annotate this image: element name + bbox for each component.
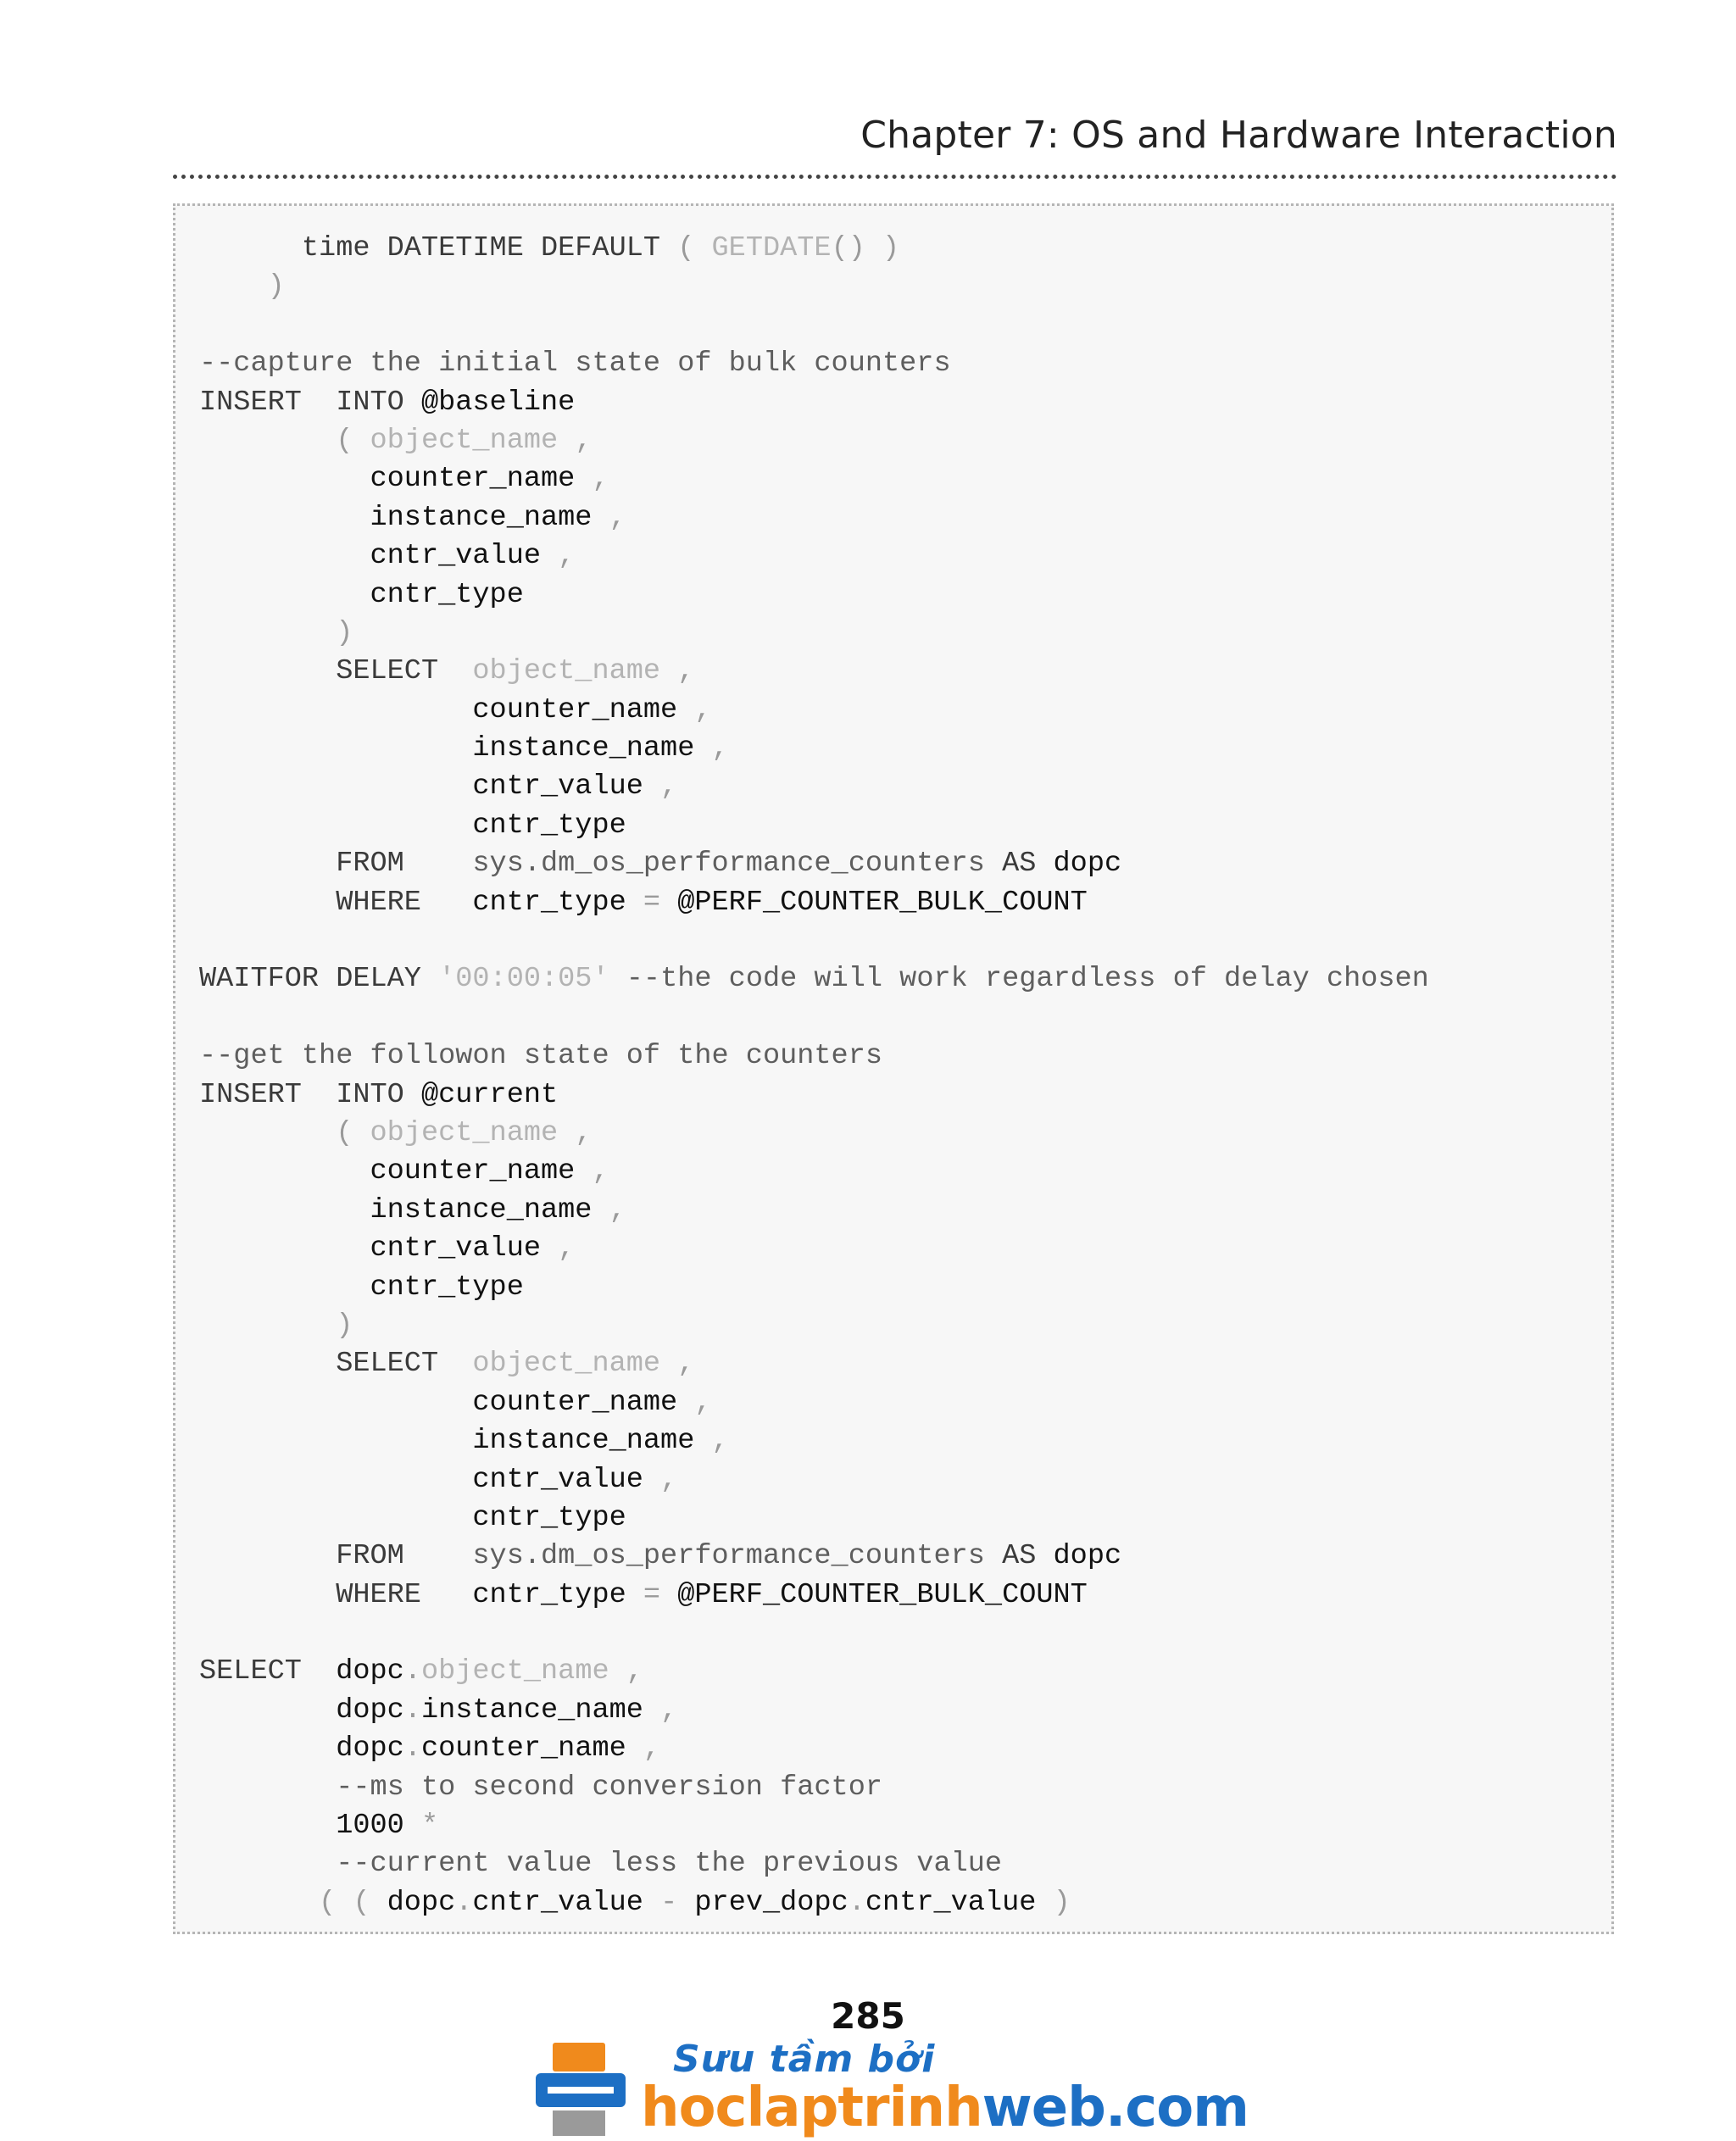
code-token: , bbox=[643, 1693, 678, 1727]
code-token: dopc bbox=[1053, 848, 1122, 881]
code-line bbox=[199, 1192, 1429, 1230]
code-token: WHERE bbox=[199, 1578, 473, 1611]
code-token: dopc bbox=[387, 1886, 456, 1919]
code-token: , bbox=[541, 1232, 576, 1265]
code-token: FROM bbox=[199, 848, 473, 881]
code-token: instance_name bbox=[420, 1693, 643, 1727]
code-token: --get the followon state of the counters bbox=[199, 1040, 883, 1073]
code-token: INSERT INTO bbox=[199, 386, 421, 419]
code-token: . bbox=[403, 1732, 421, 1766]
code-token: . bbox=[455, 1886, 473, 1919]
watermark-logo bbox=[531, 2034, 1249, 2141]
code-token: sys.dm_os_performance_counters bbox=[472, 848, 985, 881]
code-line bbox=[199, 1577, 1429, 1615]
code-token: cntr_type bbox=[472, 1578, 626, 1611]
code-line bbox=[199, 1037, 1429, 1076]
code-line bbox=[199, 999, 1429, 1037]
code-token: = bbox=[626, 886, 678, 919]
code-token: , bbox=[694, 732, 729, 765]
code-token: , bbox=[643, 770, 678, 804]
code-line bbox=[199, 1461, 1429, 1499]
code-token: ) bbox=[199, 1309, 353, 1342]
code-line bbox=[199, 922, 1429, 960]
code-token: , bbox=[541, 540, 576, 573]
code-token: --capture the initial state of bulk counters bbox=[199, 348, 951, 381]
code-token: instance_name bbox=[199, 501, 593, 534]
code-token: instance_name bbox=[199, 732, 695, 765]
code-line bbox=[199, 537, 1429, 576]
code-token: counter_name bbox=[199, 1386, 678, 1419]
watermark-site-part-c: .com bbox=[1104, 2077, 1249, 2139]
code-token: cntr_value bbox=[199, 770, 643, 804]
code-token: , bbox=[609, 1655, 643, 1688]
code-token: object_name bbox=[472, 655, 661, 688]
code-token: @PERF_COUNTER_BULK_COUNT bbox=[677, 1578, 1088, 1611]
code-token: '00:00:05' bbox=[438, 963, 609, 996]
code-token: object_name bbox=[420, 1655, 609, 1688]
watermark-site-part-a: hoclaptrinh bbox=[641, 2077, 982, 2139]
watermark-tagline: Sưu tầm bởi bbox=[673, 2038, 936, 2081]
code-token: cntr_value bbox=[199, 1463, 643, 1496]
watermark-site-part-b: web bbox=[982, 2077, 1105, 2139]
code-token: counter_name bbox=[199, 693, 678, 726]
code-line bbox=[199, 1345, 1429, 1383]
code-line bbox=[199, 653, 1429, 691]
code-token: dopc bbox=[199, 1693, 404, 1727]
code-line bbox=[199, 614, 1429, 653]
code-token: cntr_value bbox=[199, 1232, 542, 1265]
code-token: cntr_type bbox=[199, 1501, 626, 1534]
code-line bbox=[199, 884, 1429, 922]
code-token: 1000 bbox=[199, 1810, 421, 1843]
code-line bbox=[199, 1730, 1429, 1768]
code-token: SELECT bbox=[199, 655, 473, 688]
code-token: , bbox=[626, 1732, 661, 1766]
code-line bbox=[199, 499, 1429, 537]
code-line bbox=[199, 1653, 1429, 1691]
code-line bbox=[199, 384, 1429, 422]
code-line bbox=[199, 1538, 1429, 1576]
code-token: , bbox=[643, 1463, 678, 1496]
code-line bbox=[199, 1384, 1429, 1422]
code-line bbox=[199, 576, 1429, 614]
code-token: , bbox=[575, 463, 609, 496]
code-line bbox=[199, 1845, 1429, 1883]
code-token: instance_name bbox=[199, 1425, 695, 1458]
chapter-header: Chapter 7: OS and Hardware Interaction bbox=[860, 114, 1617, 157]
code-line bbox=[199, 807, 1429, 845]
code-line bbox=[199, 692, 1429, 730]
code-token: SELECT bbox=[199, 1655, 337, 1688]
code-token: object_name bbox=[472, 1348, 661, 1381]
code-token: , bbox=[558, 1116, 593, 1149]
code-token: cntr_value bbox=[865, 1886, 1037, 1919]
code-line bbox=[199, 1153, 1429, 1191]
code-line bbox=[199, 1499, 1429, 1538]
watermark-site bbox=[641, 2077, 1249, 2139]
code-line bbox=[199, 1422, 1429, 1460]
code-token: cntr_value bbox=[472, 1886, 643, 1919]
code-line bbox=[199, 268, 1429, 306]
code-token: . bbox=[403, 1693, 421, 1727]
code-token: , bbox=[677, 693, 712, 726]
code-token: , bbox=[575, 1155, 609, 1188]
code-line bbox=[199, 422, 1429, 460]
code-token: , bbox=[660, 1348, 695, 1381]
code-line bbox=[199, 1076, 1429, 1115]
code-token: , bbox=[677, 1386, 712, 1419]
code-token: . bbox=[403, 1655, 421, 1688]
code-token: sys.dm_os_performance_counters bbox=[472, 1540, 985, 1573]
code-token: ) bbox=[199, 616, 353, 649]
code-token: AS bbox=[984, 848, 1054, 881]
code-line bbox=[199, 1615, 1429, 1653]
code-token: cntr_type bbox=[472, 886, 626, 919]
code-token: dopc bbox=[336, 1655, 404, 1688]
code-token: time DATETIME DEFAULT bbox=[199, 232, 678, 264]
code-line bbox=[199, 730, 1429, 768]
code-line bbox=[199, 960, 1429, 998]
code-token: , bbox=[592, 501, 626, 534]
code-line bbox=[199, 307, 1429, 345]
code-token: , bbox=[558, 424, 593, 457]
header-divider bbox=[173, 175, 1617, 179]
page-number: 285 bbox=[831, 1995, 905, 2037]
code-token: SELECT bbox=[199, 1348, 473, 1381]
code-token: prev_dopc bbox=[694, 1886, 849, 1919]
code-token: object_name bbox=[370, 1116, 559, 1149]
code-token: ( bbox=[199, 424, 370, 457]
code-token: dopc bbox=[1053, 1540, 1122, 1573]
code-token: AS bbox=[984, 1540, 1054, 1573]
code-token: * bbox=[420, 1810, 439, 1843]
code-line bbox=[199, 230, 1429, 268]
code-token: , bbox=[694, 1425, 729, 1458]
code-line bbox=[199, 1807, 1429, 1845]
code-token: = bbox=[626, 1578, 678, 1611]
code-token: cntr_type bbox=[199, 1271, 524, 1304]
code-token: - bbox=[643, 1886, 695, 1919]
code-line bbox=[199, 1884, 1429, 1922]
code-token: @baseline bbox=[420, 386, 576, 419]
code-token: WHERE bbox=[199, 886, 473, 919]
code-token: ) bbox=[199, 270, 285, 303]
code-token: , bbox=[660, 655, 695, 688]
code-token: instance_name bbox=[199, 1193, 593, 1226]
code-token: cntr_value bbox=[199, 540, 542, 573]
code-line bbox=[199, 460, 1429, 498]
code-token: ) bbox=[1036, 1886, 1071, 1919]
code-token: --the code will work regardless of delay chosen bbox=[609, 963, 1429, 996]
code-token: ( bbox=[199, 1116, 370, 1149]
code-token: . bbox=[848, 1886, 865, 1919]
code-token: INSERT INTO bbox=[199, 1078, 421, 1111]
code-token: ( ( bbox=[199, 1886, 387, 1919]
code-token: counter_name bbox=[199, 463, 576, 496]
code-token: , bbox=[592, 1193, 626, 1226]
code-line bbox=[199, 1230, 1429, 1268]
code-line bbox=[199, 1115, 1429, 1153]
code-token: @current bbox=[420, 1078, 559, 1111]
code-token: FROM bbox=[199, 1540, 473, 1573]
code-token: counter_name bbox=[420, 1732, 626, 1766]
code-line bbox=[199, 1769, 1429, 1807]
code-token: cntr_type bbox=[199, 809, 626, 842]
code-line bbox=[199, 345, 1429, 383]
code-token: --current value less the previous value bbox=[199, 1848, 1003, 1881]
code-line bbox=[199, 768, 1429, 806]
code-block bbox=[199, 230, 1429, 1922]
code-listing bbox=[173, 203, 1614, 1934]
printer-logo-icon bbox=[531, 2039, 631, 2139]
code-token: WAITFOR DELAY bbox=[199, 963, 439, 996]
code-token: object_name bbox=[370, 424, 559, 457]
code-token: --ms to second conversion factor bbox=[199, 1771, 883, 1804]
code-token: ( bbox=[677, 232, 712, 264]
code-token: GETDATE bbox=[711, 232, 832, 264]
code-token: dopc bbox=[199, 1732, 404, 1766]
code-token: cntr_type bbox=[199, 578, 524, 611]
code-line bbox=[199, 1692, 1429, 1730]
code-line bbox=[199, 1307, 1429, 1345]
code-token: counter_name bbox=[199, 1155, 576, 1188]
code-line bbox=[199, 845, 1429, 883]
code-line bbox=[199, 1269, 1429, 1307]
code-token: @PERF_COUNTER_BULK_COUNT bbox=[677, 886, 1088, 919]
code-token: () ) bbox=[831, 232, 900, 264]
